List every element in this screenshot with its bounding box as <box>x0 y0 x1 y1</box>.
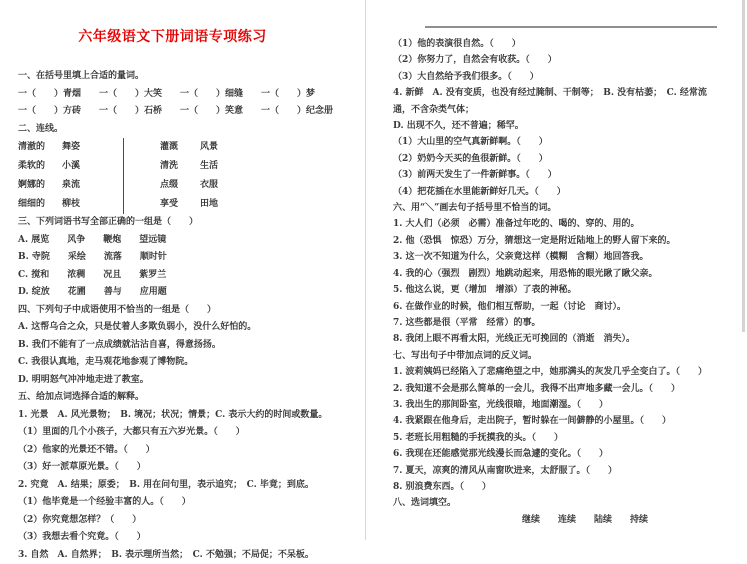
text-line: 七、写出句子中带加点词的反义词。 <box>393 348 717 364</box>
page-1 <box>0 0 365 540</box>
match-word: 婀娜的 <box>18 176 62 195</box>
text-line: （1）大山里的空气真新鲜啊。（ ） <box>393 134 717 150</box>
text-line: 6. 在做作业的时候，他们相互帮助，一起（讨论 商讨）。 <box>393 299 717 315</box>
text-line: （3）大自然给予我们很多。（ ） <box>393 69 717 85</box>
match-row <box>160 195 218 214</box>
text-line: C. 我很认真地，走马观花地参观了博物院。 <box>18 354 363 372</box>
text-line: D. 绽放 花圃 善与 应用题 <box>18 284 363 302</box>
match-row <box>160 138 218 157</box>
match-word: 风景 <box>200 138 218 157</box>
match-word: 田地 <box>200 195 218 214</box>
text-line: 3. 自然 A. 自然界； B. 表示理所当然； C. 不勉强；不局促；不呆板。 <box>18 547 363 564</box>
scrollbar-edge[interactable] <box>742 0 745 332</box>
text-line: 1. 大人们（必须 必需）准备过年吃的、喝的、穿的、用的。 <box>393 216 717 232</box>
text-line: 8. 别浪费东西。（ ） <box>393 479 717 495</box>
text-line: 7. 夏天，凉爽的清风从南窗吹进来，太舒服了。（ ） <box>393 463 717 479</box>
text-line: 4. 我的心（强烈 剧烈）地跳动起来，用恐怖的眼光瞅了瞅父亲。 <box>393 266 717 282</box>
match-row <box>18 138 123 157</box>
text-line: 六、用“＼”画去句子括号里不恰当的词。 <box>393 200 717 216</box>
text-line: （2）你努力了，自然会有收获。（ ） <box>393 52 717 68</box>
text-line: A. 展览 风争 鞭炮 望远镜 <box>18 232 363 250</box>
match-word: 享受 <box>160 195 200 214</box>
text-line: 5. 老班长用粗糙的手抚摸我的头。（ ） <box>393 430 717 446</box>
text-line: 三、下列词语书写全部正确的一组是（ ） <box>18 214 363 232</box>
text-line: D. 明明怒气冲冲地走进了教室。 <box>18 372 363 390</box>
text-line: 6. 我现在还能感觉那光线漫长而急遽的变化。（ ） <box>393 446 717 462</box>
text-line: （3）前两天发生了一件新鲜事。（ ） <box>393 167 717 183</box>
section-1-quantifier-lines <box>18 86 363 121</box>
text-line: 一（ ）方砖 一（ ）石桥 一（ ）笑意 一（ ）纪念册 <box>18 103 363 121</box>
match-word: 柔软的 <box>18 157 62 176</box>
text-line: 7. 这些都是很（平常 经常）的事。 <box>393 315 717 331</box>
text-line: （1）他毕竟是一个经验丰富的人。（ ） <box>18 494 363 512</box>
match-word: 小溪 <box>62 157 123 176</box>
text-line: （3）我想去看个究竟。（ ） <box>18 529 363 547</box>
text-line: 1. 波莉姨妈已经陷入了悲痛绝望之中，她那满头的灰发几乎全变白了。（ ） <box>393 364 717 380</box>
match-word: 柳枝 <box>62 195 123 214</box>
page-1-body-lines <box>18 214 363 564</box>
text-line: 2. 我知道不会是那么简单的一会儿，我得不出声地多藏一会儿。（ ） <box>393 381 717 397</box>
match-word: 泉流 <box>62 176 123 195</box>
text-line: D. 出现不久，还不普遍；稀罕。 <box>393 118 717 134</box>
text-line: 4. 新鲜 A. 没有变质，也没有经过腌制、干制等； B. 没有枯萎； C. 经常流通，不含杂类气体； <box>393 85 717 118</box>
match-row <box>18 157 123 176</box>
text-line: 1. 光景 A. 风光景物； B. 境况；状况；情景；C. 表示大约的时间或数量。 <box>18 407 363 425</box>
text-line: 2. 究竟 A. 结果；原委； B. 用在问句里，表示追究； C. 毕竟；到底。 <box>18 477 363 495</box>
section-1-header: 一、在括号里填上合适的量词。 <box>18 68 363 86</box>
text-line: （2）奶奶今天买的鱼很新鲜。（ ） <box>393 151 717 167</box>
text-line: 五、给加点词选择合适的解释。 <box>18 389 363 407</box>
match-row <box>18 176 123 195</box>
page-top-rule <box>425 26 717 28</box>
text-line: （2）你究竟想怎样？（ ） <box>18 512 363 530</box>
match-word: 清澈的 <box>18 138 62 157</box>
text-line: （1）里面的几个小孩子，大都只有五六岁光景。（ ） <box>18 424 363 442</box>
page-2-body-lines <box>393 36 717 512</box>
text-line: 八、选词填空。 <box>393 495 717 511</box>
match-word: 清洗 <box>160 157 200 176</box>
match-word: 细细的 <box>18 195 62 214</box>
match-word: 点缀 <box>160 176 200 195</box>
matching-left-block <box>18 138 124 214</box>
match-word: 衣服 <box>200 176 218 195</box>
match-word: 灌溉 <box>160 138 200 157</box>
text-line: 一（ ）青烟 一（ ）大笑 一（ ）细缝 一（ ）梦 <box>18 86 363 104</box>
match-word: 舞姿 <box>62 138 123 157</box>
text-line: 3. 这一次不知道为什么，父亲竟这样（模糊 含糊）地回答我。 <box>393 249 717 265</box>
text-line: 8. 我闭上眼不再看太阳，光线正无可挽回的（消逝 消失）。 <box>393 331 717 347</box>
match-row <box>160 176 218 195</box>
text-line: C. 搅和 浓稠 况且 紫罗兰 <box>18 267 363 285</box>
match-row <box>160 157 218 176</box>
text-line: 3. 我出生的那间卧室，光线很暗，地面潮湿。（ ） <box>393 397 717 413</box>
text-line: 2. 他（恐惧 惊恐）万分，猜想这一定是附近陆地上的野人留下来的。 <box>393 233 717 249</box>
text-line: B. 寺院 采绘 流落 顺时针 <box>18 249 363 267</box>
text-line: （4）把花插在水里能新鲜好几天。（ ） <box>393 184 717 200</box>
text-line: 四、下列句子中成语使用不恰当的一组是（ ） <box>18 302 363 320</box>
matching-exercise <box>18 138 363 214</box>
text-line: 4. 我紧跟在他身后，走出院子，暂时躲在一间僻静的小屋里。（ ） <box>393 413 717 429</box>
fill-blank-word-bank: 继续 连续 陆续 持续 <box>453 512 717 528</box>
matching-right-block <box>124 138 218 214</box>
text-line: （3）好一派草原光景。（ ） <box>18 459 363 477</box>
section-2-header: 二、连线。 <box>18 121 363 139</box>
text-line: （2）他家的光景还不错。（ ） <box>18 442 363 460</box>
page-2 <box>365 0 747 540</box>
match-word: 生活 <box>200 157 218 176</box>
text-line: A. 这帮乌合之众，只是仗着人多欺负弱小，没什么好怕的。 <box>18 319 363 337</box>
text-line: B. 我们不能有了一点成绩就沾沾自喜，得意扬扬。 <box>18 337 363 355</box>
text-line: 5. 他这么说，更（增加 增添）了表的神秘。 <box>393 282 717 298</box>
match-row <box>18 195 123 214</box>
page-title: 六年级语文下册词语专项练习 <box>18 27 363 47</box>
text-line: （1）他的表演很自然。（ ） <box>393 36 717 52</box>
